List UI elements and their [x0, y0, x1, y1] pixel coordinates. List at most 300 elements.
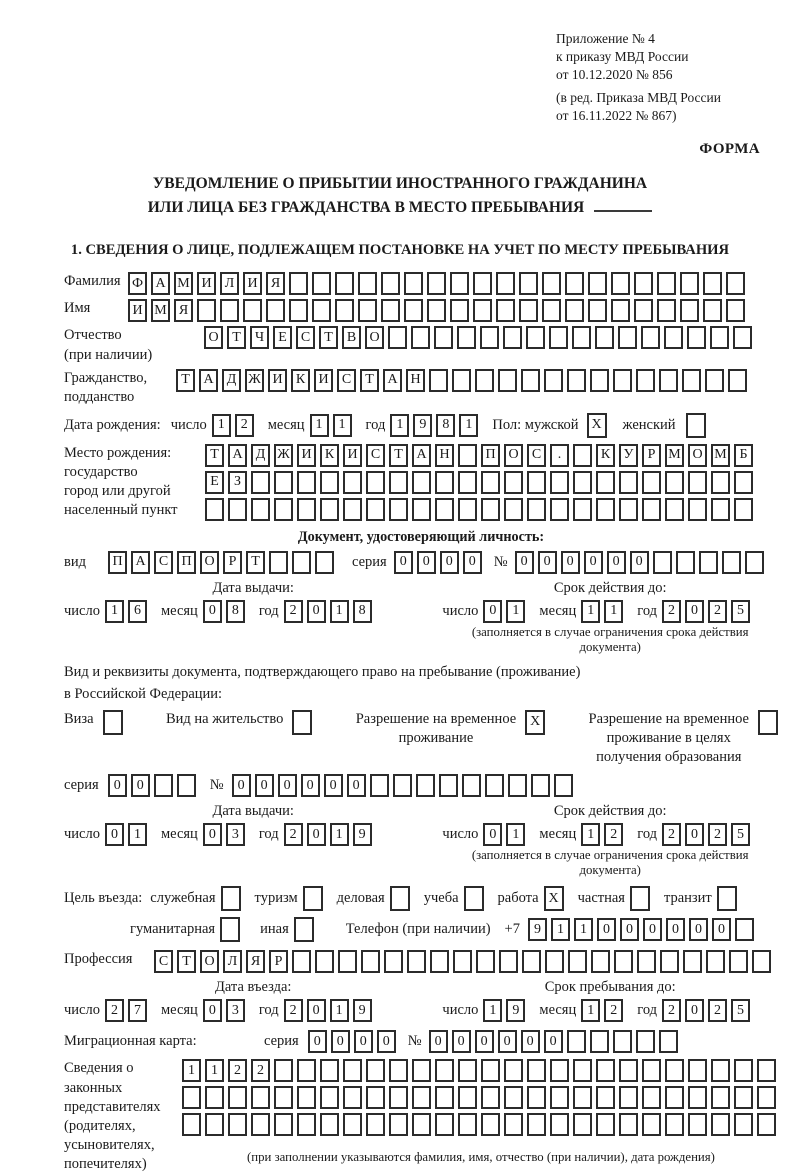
char-box[interactable]: 0	[620, 918, 639, 941]
char-box[interactable]	[366, 1059, 385, 1082]
char-box[interactable]	[504, 1086, 523, 1109]
char-box[interactable]: 0	[308, 1030, 327, 1053]
char-box[interactable]	[228, 498, 247, 521]
char-box[interactable]	[393, 774, 412, 797]
char-box[interactable]	[706, 950, 725, 973]
char-box[interactable]	[734, 471, 753, 494]
char-box[interactable]	[573, 444, 592, 467]
char-box[interactable]: А	[131, 551, 150, 574]
char-box[interactable]	[338, 950, 357, 973]
char-box[interactable]: 9	[353, 823, 372, 846]
char-box[interactable]: 0	[643, 918, 662, 941]
char-box[interactable]	[596, 498, 615, 521]
char-box[interactable]	[611, 272, 630, 295]
char-box[interactable]	[481, 471, 500, 494]
char-box[interactable]	[757, 1059, 776, 1082]
char-box[interactable]: М	[151, 299, 170, 322]
char-box[interactable]	[498, 369, 517, 392]
char-box[interactable]	[177, 774, 196, 797]
char-box[interactable]	[297, 1059, 316, 1082]
char-box[interactable]	[642, 1113, 661, 1136]
char-box[interactable]	[458, 498, 477, 521]
char-box[interactable]	[452, 369, 471, 392]
char-box[interactable]	[389, 471, 408, 494]
char-box[interactable]	[504, 1113, 523, 1136]
char-box[interactable]: 2	[708, 600, 727, 623]
char-box[interactable]	[711, 471, 730, 494]
char-box[interactable]	[573, 498, 592, 521]
char-box[interactable]: 0	[347, 774, 366, 797]
char-box[interactable]: 0	[712, 918, 731, 941]
char-box[interactable]	[573, 1059, 592, 1082]
char-box[interactable]	[590, 1030, 609, 1053]
char-box[interactable]	[688, 1059, 707, 1082]
char-box[interactable]	[682, 369, 701, 392]
char-box[interactable]: Т	[176, 369, 195, 392]
char-box[interactable]	[596, 1086, 615, 1109]
char-box[interactable]	[439, 774, 458, 797]
char-box[interactable]	[590, 369, 609, 392]
char-box[interactable]: К	[320, 444, 339, 467]
char-box[interactable]: С	[337, 369, 356, 392]
char-box[interactable]: 0	[108, 774, 127, 797]
char-box[interactable]	[366, 1086, 385, 1109]
char-box[interactable]	[573, 1086, 592, 1109]
char-box[interactable]	[711, 1086, 730, 1109]
char-box[interactable]	[619, 1113, 638, 1136]
char-box[interactable]: 1	[128, 823, 147, 846]
char-box[interactable]	[450, 272, 469, 295]
gender-male-checkbox[interactable]: X	[587, 413, 607, 438]
char-box[interactable]: М	[711, 444, 730, 467]
char-box[interactable]: 9	[353, 999, 372, 1022]
char-box[interactable]	[619, 471, 638, 494]
char-box[interactable]: 0	[232, 774, 251, 797]
char-box[interactable]	[733, 326, 752, 349]
char-box[interactable]	[335, 272, 354, 295]
char-box[interactable]	[542, 272, 561, 295]
char-box[interactable]: О	[365, 326, 384, 349]
char-box[interactable]	[205, 1113, 224, 1136]
char-box[interactable]	[475, 369, 494, 392]
char-box[interactable]: К	[596, 444, 615, 467]
purpose-study-checkbox[interactable]	[464, 886, 484, 911]
char-box[interactable]	[636, 1030, 655, 1053]
char-box[interactable]	[251, 1086, 270, 1109]
char-box[interactable]: 2	[284, 823, 303, 846]
char-box[interactable]	[734, 1059, 753, 1082]
char-box[interactable]: 1	[506, 823, 525, 846]
char-box[interactable]	[726, 299, 745, 322]
char-box[interactable]	[734, 498, 753, 521]
char-box[interactable]	[619, 1059, 638, 1082]
char-box[interactable]	[734, 1086, 753, 1109]
char-box[interactable]	[358, 299, 377, 322]
char-box[interactable]	[665, 1059, 684, 1082]
char-box[interactable]	[680, 272, 699, 295]
char-box[interactable]	[480, 326, 499, 349]
char-box[interactable]	[312, 299, 331, 322]
char-box[interactable]	[343, 1113, 362, 1136]
char-box[interactable]: 0	[561, 551, 580, 574]
char-box[interactable]	[274, 1086, 293, 1109]
char-box[interactable]	[527, 1086, 546, 1109]
char-box[interactable]	[481, 1086, 500, 1109]
char-box[interactable]: 1	[330, 999, 349, 1022]
char-box[interactable]: 0	[630, 551, 649, 574]
char-box[interactable]: 6	[128, 600, 147, 623]
char-box[interactable]	[496, 272, 515, 295]
char-box[interactable]	[366, 1113, 385, 1136]
char-box[interactable]: 1	[483, 999, 502, 1022]
char-box[interactable]	[665, 498, 684, 521]
char-box[interactable]: С	[154, 950, 173, 973]
char-box[interactable]	[735, 918, 754, 941]
char-box[interactable]: Д	[251, 444, 270, 467]
char-box[interactable]: 1	[212, 414, 231, 437]
char-box[interactable]	[458, 1113, 477, 1136]
char-box[interactable]	[427, 272, 446, 295]
char-box[interactable]: 0	[498, 1030, 517, 1053]
char-box[interactable]	[572, 326, 591, 349]
char-box[interactable]	[591, 950, 610, 973]
char-box[interactable]	[435, 1059, 454, 1082]
char-box[interactable]: 0	[354, 1030, 373, 1053]
char-box[interactable]	[197, 299, 216, 322]
char-box[interactable]	[381, 272, 400, 295]
char-box[interactable]: 0	[440, 551, 459, 574]
char-box[interactable]: 8	[436, 414, 455, 437]
char-box[interactable]	[567, 1030, 586, 1053]
char-box[interactable]: 9	[528, 918, 547, 941]
char-box[interactable]	[292, 950, 311, 973]
char-box[interactable]	[435, 471, 454, 494]
char-box[interactable]	[527, 1059, 546, 1082]
char-box[interactable]	[389, 1113, 408, 1136]
char-box[interactable]	[389, 1086, 408, 1109]
char-box[interactable]: А	[228, 444, 247, 467]
char-box[interactable]	[565, 299, 584, 322]
purpose-humanitarian-checkbox[interactable]	[220, 917, 240, 942]
char-box[interactable]	[297, 471, 316, 494]
char-box[interactable]: 2	[235, 414, 254, 437]
char-box[interactable]	[320, 1059, 339, 1082]
char-box[interactable]	[274, 498, 293, 521]
char-box[interactable]	[527, 498, 546, 521]
char-box[interactable]: С	[154, 551, 173, 574]
char-box[interactable]: 1	[182, 1059, 201, 1082]
char-box[interactable]	[274, 471, 293, 494]
char-box[interactable]	[705, 369, 724, 392]
char-box[interactable]	[315, 551, 334, 574]
char-box[interactable]	[550, 1059, 569, 1082]
char-box[interactable]: 9	[413, 414, 432, 437]
char-box[interactable]: З	[228, 471, 247, 494]
char-box[interactable]: 1	[581, 823, 600, 846]
char-box[interactable]	[384, 950, 403, 973]
char-box[interactable]: 3	[226, 823, 245, 846]
char-box[interactable]: Т	[177, 950, 196, 973]
char-box[interactable]	[550, 471, 569, 494]
char-box[interactable]	[416, 774, 435, 797]
char-box[interactable]	[481, 498, 500, 521]
char-box[interactable]: 1	[574, 918, 593, 941]
char-box[interactable]	[458, 444, 477, 467]
char-box[interactable]	[366, 498, 385, 521]
char-box[interactable]: 5	[731, 999, 750, 1022]
char-box[interactable]: 2	[284, 600, 303, 623]
char-box[interactable]: 2	[228, 1059, 247, 1082]
char-box[interactable]	[499, 950, 518, 973]
char-box[interactable]: Н	[435, 444, 454, 467]
char-box[interactable]	[269, 551, 288, 574]
char-box[interactable]: 0	[584, 551, 603, 574]
char-box[interactable]: 0	[483, 600, 502, 623]
char-box[interactable]	[573, 1113, 592, 1136]
char-box[interactable]	[412, 471, 431, 494]
char-box[interactable]: Т	[360, 369, 379, 392]
char-box[interactable]: 0	[417, 551, 436, 574]
char-box[interactable]: В	[342, 326, 361, 349]
char-box[interactable]	[504, 498, 523, 521]
char-box[interactable]: М	[174, 272, 193, 295]
char-box[interactable]: Р	[642, 444, 661, 467]
char-box[interactable]: Ф	[128, 272, 147, 295]
char-box[interactable]	[429, 369, 448, 392]
char-box[interactable]: 2	[284, 999, 303, 1022]
char-box[interactable]: 0	[685, 999, 704, 1022]
char-box[interactable]	[688, 498, 707, 521]
char-box[interactable]	[389, 1059, 408, 1082]
char-box[interactable]	[297, 498, 316, 521]
char-box[interactable]	[335, 299, 354, 322]
char-box[interactable]: 0	[255, 774, 274, 797]
char-box[interactable]	[641, 326, 660, 349]
char-box[interactable]: Н	[406, 369, 425, 392]
char-box[interactable]: 8	[226, 600, 245, 623]
char-box[interactable]	[434, 326, 453, 349]
char-box[interactable]	[404, 272, 423, 295]
char-box[interactable]: 0	[324, 774, 343, 797]
char-box[interactable]	[370, 774, 389, 797]
char-box[interactable]	[519, 299, 538, 322]
char-box[interactable]	[343, 1086, 362, 1109]
char-box[interactable]: 5	[731, 600, 750, 623]
char-box[interactable]	[596, 1113, 615, 1136]
char-box[interactable]	[251, 471, 270, 494]
char-box[interactable]: 1	[604, 600, 623, 623]
char-box[interactable]	[358, 272, 377, 295]
char-box[interactable]	[381, 299, 400, 322]
gender-female-checkbox[interactable]	[686, 413, 706, 438]
char-box[interactable]	[504, 471, 523, 494]
char-box[interactable]	[683, 950, 702, 973]
char-box[interactable]: И	[314, 369, 333, 392]
char-box[interactable]	[205, 1086, 224, 1109]
char-box[interactable]	[588, 299, 607, 322]
char-box[interactable]: С	[527, 444, 546, 467]
char-box[interactable]	[665, 1086, 684, 1109]
char-box[interactable]: 0	[597, 918, 616, 941]
temp-residence-checkbox[interactable]: X	[525, 710, 545, 735]
char-box[interactable]	[228, 1086, 247, 1109]
char-box[interactable]	[544, 369, 563, 392]
char-box[interactable]	[462, 774, 481, 797]
char-box[interactable]	[687, 326, 706, 349]
char-box[interactable]	[549, 326, 568, 349]
char-box[interactable]	[243, 299, 262, 322]
char-box[interactable]: Л	[223, 950, 242, 973]
char-box[interactable]	[757, 1086, 776, 1109]
char-box[interactable]	[458, 471, 477, 494]
char-box[interactable]	[676, 551, 695, 574]
char-box[interactable]	[619, 498, 638, 521]
char-box[interactable]	[642, 1086, 661, 1109]
char-box[interactable]	[565, 272, 584, 295]
char-box[interactable]	[522, 950, 541, 973]
char-box[interactable]: 1	[333, 414, 352, 437]
char-box[interactable]	[699, 551, 718, 574]
char-box[interactable]: 0	[131, 774, 150, 797]
char-box[interactable]	[613, 369, 632, 392]
char-box[interactable]: 2	[662, 999, 681, 1022]
char-box[interactable]	[660, 950, 679, 973]
char-box[interactable]	[596, 471, 615, 494]
char-box[interactable]	[154, 774, 173, 797]
char-box[interactable]: И	[243, 272, 262, 295]
char-box[interactable]: 0	[105, 823, 124, 846]
char-box[interactable]	[289, 299, 308, 322]
char-box[interactable]	[389, 498, 408, 521]
char-box[interactable]	[289, 272, 308, 295]
char-box[interactable]	[526, 326, 545, 349]
char-box[interactable]: И	[268, 369, 287, 392]
char-box[interactable]	[411, 326, 430, 349]
char-box[interactable]	[550, 1086, 569, 1109]
char-box[interactable]	[611, 299, 630, 322]
char-box[interactable]: 5	[731, 823, 750, 846]
char-box[interactable]: 0	[331, 1030, 350, 1053]
char-box[interactable]	[636, 369, 655, 392]
char-box[interactable]	[430, 950, 449, 973]
char-box[interactable]: 1	[551, 918, 570, 941]
purpose-work-checkbox[interactable]: X	[544, 886, 564, 911]
char-box[interactable]	[711, 498, 730, 521]
char-box[interactable]	[274, 1059, 293, 1082]
char-box[interactable]: 0	[278, 774, 297, 797]
visa-checkbox[interactable]	[103, 710, 123, 735]
char-box[interactable]	[435, 1086, 454, 1109]
char-box[interactable]: 1	[506, 600, 525, 623]
char-box[interactable]: 2	[251, 1059, 270, 1082]
char-box[interactable]	[680, 299, 699, 322]
char-box[interactable]: О	[200, 950, 219, 973]
char-box[interactable]: И	[343, 444, 362, 467]
char-box[interactable]: 0	[475, 1030, 494, 1053]
char-box[interactable]	[745, 551, 764, 574]
char-box[interactable]	[659, 369, 678, 392]
char-box[interactable]: 2	[708, 999, 727, 1022]
char-box[interactable]	[664, 326, 683, 349]
char-box[interactable]: С	[366, 444, 385, 467]
char-box[interactable]: М	[665, 444, 684, 467]
char-box[interactable]: А	[151, 272, 170, 295]
char-box[interactable]	[665, 1113, 684, 1136]
char-box[interactable]	[657, 272, 676, 295]
char-box[interactable]: О	[204, 326, 223, 349]
char-box[interactable]	[412, 1113, 431, 1136]
char-box[interactable]: 0	[429, 1030, 448, 1053]
char-box[interactable]	[619, 1086, 638, 1109]
char-box[interactable]: А	[383, 369, 402, 392]
char-box[interactable]: 2	[604, 823, 623, 846]
char-box[interactable]	[297, 1086, 316, 1109]
char-box[interactable]: Ж	[245, 369, 264, 392]
char-box[interactable]: 1	[310, 414, 329, 437]
char-box[interactable]: Ч	[250, 326, 269, 349]
temp-residence-education-checkbox[interactable]	[758, 710, 778, 735]
char-box[interactable]	[473, 299, 492, 322]
char-box[interactable]	[596, 1059, 615, 1082]
char-box[interactable]	[476, 950, 495, 973]
char-box[interactable]	[618, 326, 637, 349]
purpose-tourism-checkbox[interactable]	[303, 886, 323, 911]
char-box[interactable]: 1	[581, 999, 600, 1022]
char-box[interactable]: Р	[223, 551, 242, 574]
char-box[interactable]: Т	[227, 326, 246, 349]
char-box[interactable]	[573, 471, 592, 494]
char-box[interactable]	[642, 1059, 661, 1082]
char-box[interactable]	[711, 1113, 730, 1136]
char-box[interactable]	[752, 950, 771, 973]
char-box[interactable]	[412, 1059, 431, 1082]
char-box[interactable]	[634, 299, 653, 322]
char-box[interactable]	[292, 551, 311, 574]
char-box[interactable]: 2	[708, 823, 727, 846]
char-box[interactable]: 1	[105, 600, 124, 623]
purpose-private-checkbox[interactable]	[630, 886, 650, 911]
char-box[interactable]	[637, 950, 656, 973]
char-box[interactable]	[457, 326, 476, 349]
char-box[interactable]: 0	[307, 823, 326, 846]
char-box[interactable]	[550, 498, 569, 521]
char-box[interactable]: 1	[330, 600, 349, 623]
char-box[interactable]: И	[128, 299, 147, 322]
char-box[interactable]: О	[504, 444, 523, 467]
char-box[interactable]	[642, 498, 661, 521]
char-box[interactable]: А	[412, 444, 431, 467]
char-box[interactable]: 2	[662, 600, 681, 623]
char-box[interactable]	[653, 551, 672, 574]
char-box[interactable]	[361, 950, 380, 973]
char-box[interactable]: Е	[273, 326, 292, 349]
char-box[interactable]: 0	[377, 1030, 396, 1053]
char-box[interactable]	[453, 950, 472, 973]
char-box[interactable]: 0	[685, 823, 704, 846]
char-box[interactable]: 0	[203, 823, 222, 846]
purpose-official-checkbox[interactable]	[221, 886, 241, 911]
char-box[interactable]: 0	[607, 551, 626, 574]
char-box[interactable]	[205, 498, 224, 521]
char-box[interactable]	[458, 1059, 477, 1082]
char-box[interactable]: 0	[521, 1030, 540, 1053]
char-box[interactable]: Ж	[274, 444, 293, 467]
char-box[interactable]	[182, 1086, 201, 1109]
char-box[interactable]	[567, 369, 586, 392]
char-box[interactable]: К	[291, 369, 310, 392]
char-box[interactable]: И	[197, 272, 216, 295]
char-box[interactable]	[657, 299, 676, 322]
